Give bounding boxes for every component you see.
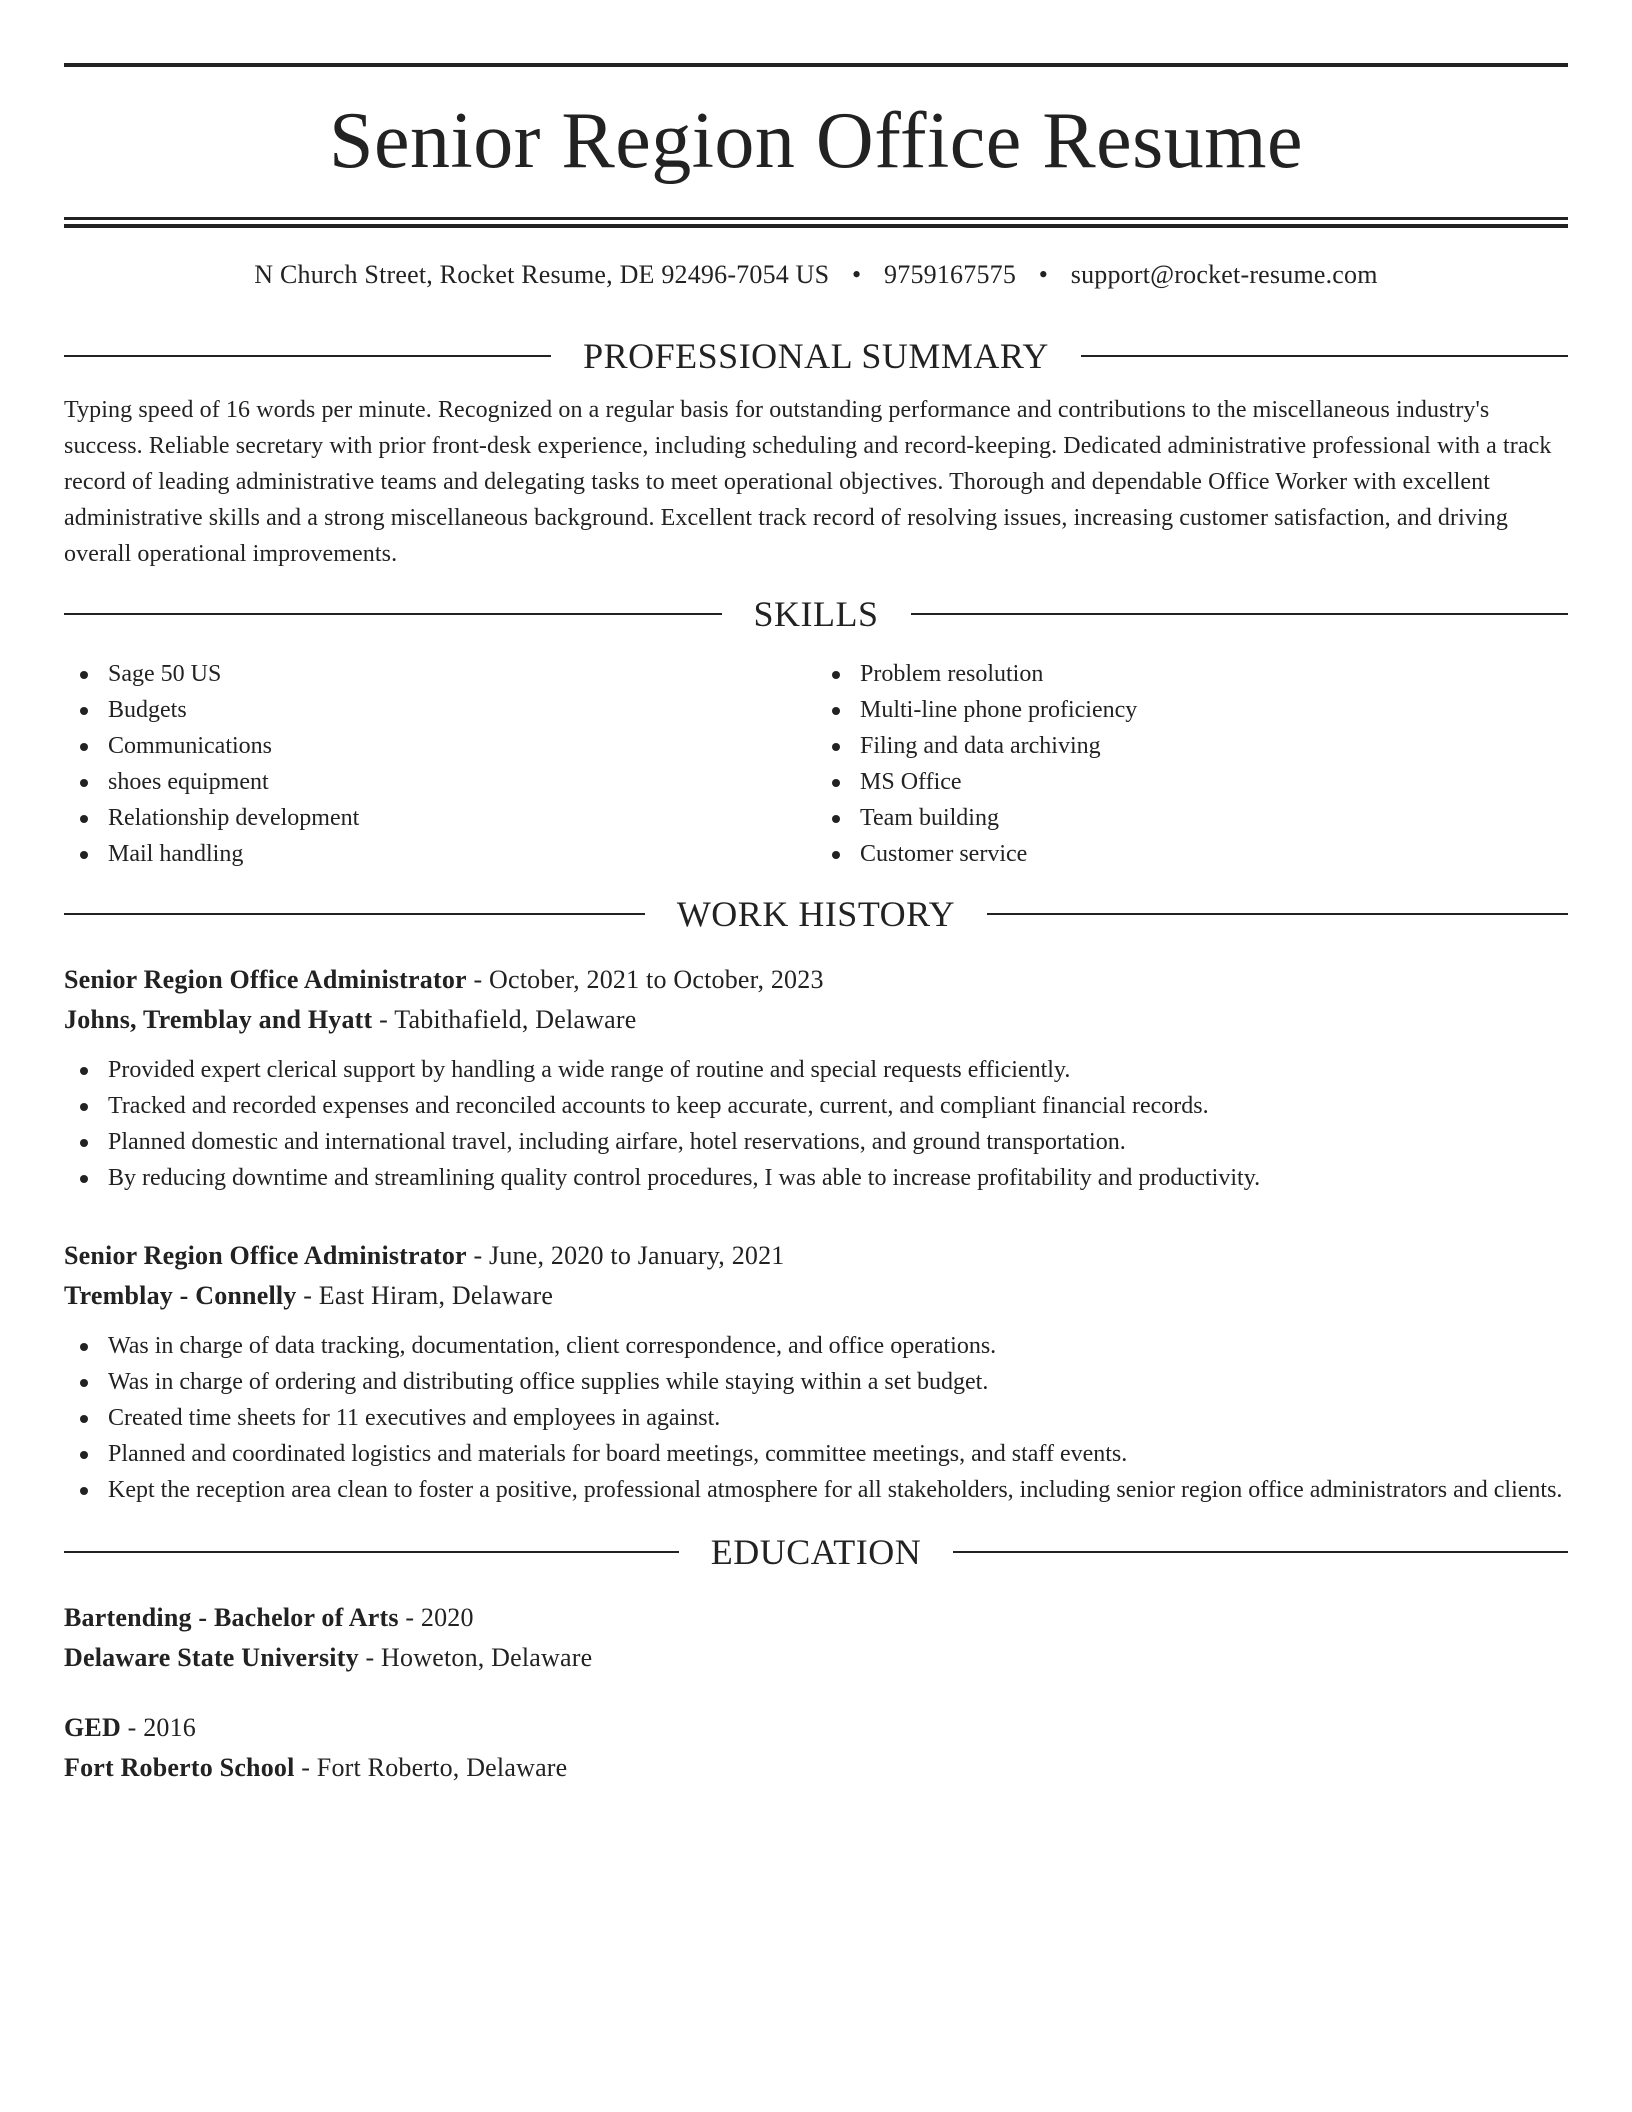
skills-column-left — [64, 656, 816, 872]
skill-item: Relationship development — [64, 800, 816, 836]
heading-rule — [1081, 355, 1568, 357]
heading-rule — [64, 613, 722, 615]
section-heading-education — [64, 1530, 1568, 1574]
job-company: Johns, Tremblay and Hyatt — [64, 1005, 373, 1034]
education-school-line — [64, 1748, 1568, 1788]
education-degree: Bartending - Bachelor of Arts — [64, 1603, 399, 1632]
heading-rule — [911, 613, 1569, 615]
skill-item: shoes equipment — [64, 764, 816, 800]
job-company-line — [64, 1000, 1568, 1040]
contact-separator: • — [1038, 260, 1049, 289]
education-year: - 2020 — [398, 1603, 474, 1632]
job-duty: Planned domestic and international travel, including airfare, hotel reservations, and ground transportation. — [64, 1124, 1568, 1160]
education-entry — [64, 1708, 1568, 1788]
contact-separator: • — [852, 260, 862, 289]
job-duty: By reducing downtime and streamlining quality control procedures, I was able to increase profitability and productivity. — [64, 1160, 1568, 1196]
education-year: - 2016 — [120, 1713, 197, 1742]
skill-item: Customer service — [816, 836, 1568, 872]
skill-item: Multi-line phone proficiency — [816, 692, 1568, 728]
job-duty: Was in charge of ordering and distributing office supplies while staying within a set budget. — [64, 1364, 1568, 1400]
contact-line — [64, 258, 1568, 292]
job-dates: - June, 2020 to January, 2021 — [466, 1241, 785, 1270]
summary-paragraph: Typing speed of 16 words per minute. Recognized on a regular basis for outstanding performance and contributions to the miscellaneous industry's success. Reliable secretary with prior front-desk experience, including scheduling and record-keeping. Dedicated administrative professional with a track record of leading administrative teams and delegating tasks to meet operational objectives. Thorough and dependable Office Worker with excellent administrative skills and a strong miscellaneous background. Excellent track record of resolving issues, increasing customer satisfaction, and driving overall operational improvements. — [64, 397, 1552, 567]
skills-column-right — [816, 656, 1568, 872]
resume-page — [64, 0, 1568, 1788]
education-school-line — [64, 1638, 1568, 1678]
section-title: WORK HISTORY — [676, 894, 956, 934]
heading-rule — [64, 355, 551, 357]
education-school: Fort Roberto School — [64, 1753, 295, 1782]
skill-item: Budgets — [64, 692, 816, 728]
job-location: - East Hiram, Delaware — [296, 1281, 554, 1310]
job-title-line — [64, 960, 1568, 1000]
job-duty: Created time sheets for 11 executives and employees in against. — [64, 1400, 1568, 1436]
education-school: Delaware State University — [64, 1643, 359, 1672]
section-heading-summary — [64, 334, 1568, 378]
skill-item: Team building — [816, 800, 1568, 836]
job-duties — [64, 1052, 1568, 1196]
job-duty: Was in charge of data tracking, documentation, client correspondence, and office operations. — [64, 1328, 1568, 1364]
job-location: - Tabithafield, Delaware — [372, 1005, 637, 1034]
contact-email[interactable]: support@rocket-resume.com — [1070, 260, 1378, 289]
skills-list — [64, 656, 1568, 872]
education-degree-line — [64, 1708, 1568, 1748]
skill-item: Communications — [64, 728, 816, 764]
heading-rule — [64, 913, 645, 915]
education-location: - Fort Roberto, Delaware — [294, 1753, 568, 1782]
heading-rule — [64, 1551, 679, 1553]
heading-rule — [953, 1551, 1568, 1553]
job-duty: Planned and coordinated logistics and materials for board meetings, committee meetings, and staff events. — [64, 1436, 1568, 1472]
job-duties — [64, 1328, 1568, 1508]
contact-phone: 9759167575 — [884, 260, 1017, 289]
education-entry — [64, 1598, 1568, 1678]
job-duty: Provided expert clerical support by handling a wide range of routine and special requests efficiently. — [64, 1052, 1568, 1088]
skill-item: Problem resolution — [816, 656, 1568, 692]
education-degree-line — [64, 1598, 1568, 1638]
job-title: Senior Region Office Administrator — [64, 1241, 467, 1270]
job-title: Senior Region Office Administrator — [64, 965, 467, 994]
title-double-rule — [64, 217, 1568, 228]
job-company: Tremblay - Connelly — [64, 1281, 297, 1310]
section-heading-work — [64, 892, 1568, 936]
skill-item: Mail handling — [64, 836, 816, 872]
job-entry — [64, 1236, 1568, 1508]
job-duty: Tracked and recorded expenses and reconciled accounts to keep accurate, current, and compliant financial records. — [64, 1088, 1568, 1124]
section-title: EDUCATION — [710, 1532, 922, 1572]
education-location: - Howeton, Delaware — [358, 1643, 593, 1672]
job-title-line — [64, 1236, 1568, 1276]
section-title: PROFESSIONAL SUMMARY — [583, 336, 1049, 376]
job-dates: - October, 2021 to October, 2023 — [466, 965, 824, 994]
job-duty: Kept the reception area clean to foster a positive, professional atmosphere for all stakeholders, including senior region office administrators and clients. — [64, 1472, 1568, 1508]
skill-item: Sage 50 US — [64, 656, 816, 692]
page-title: Senior Region Office Resume — [328, 97, 1304, 185]
top-rule — [64, 63, 1568, 67]
education-degree: GED — [64, 1713, 121, 1742]
contact-address: N Church Street, Rocket Resume, DE 92496-7054 US — [254, 260, 830, 289]
section-heading-skills — [64, 592, 1568, 636]
job-entry — [64, 960, 1568, 1196]
section-title: SKILLS — [753, 594, 879, 634]
skill-item: MS Office — [816, 764, 1568, 800]
job-company-line — [64, 1276, 1568, 1316]
skill-item: Filing and data archiving — [816, 728, 1568, 764]
heading-rule — [987, 913, 1568, 915]
